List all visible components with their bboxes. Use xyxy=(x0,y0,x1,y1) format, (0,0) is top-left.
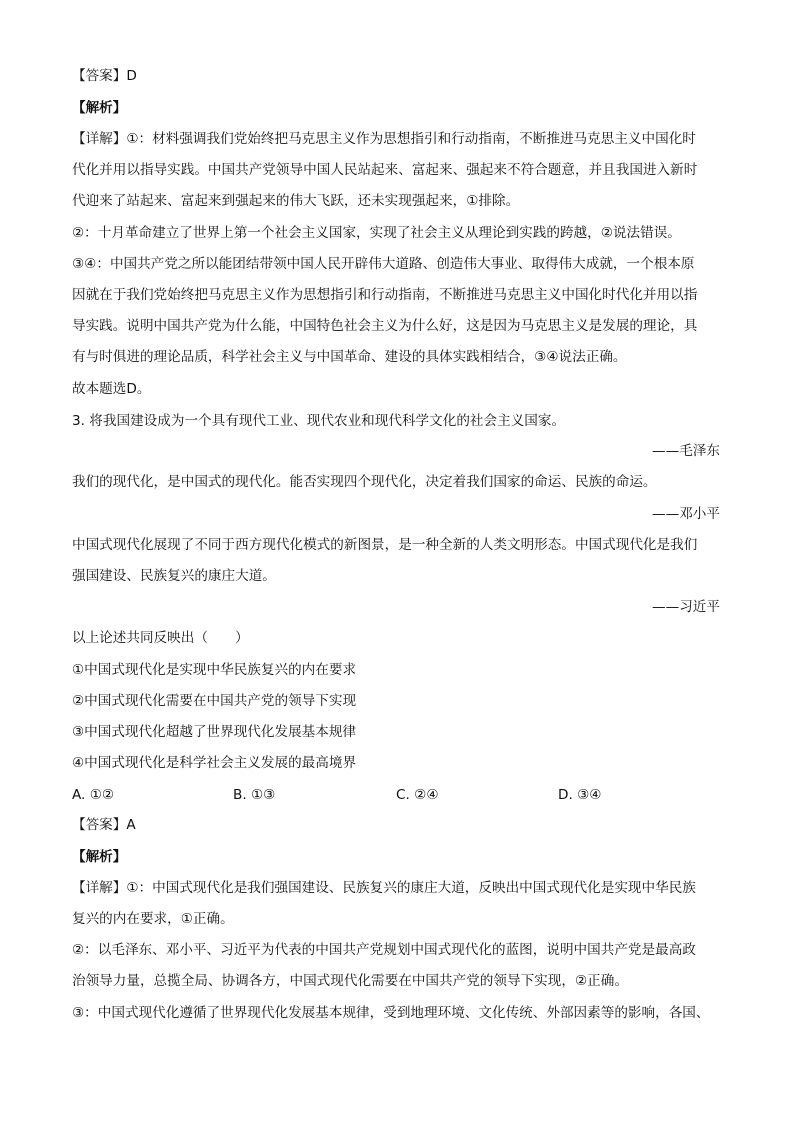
q2-detail-line: 导实践。说明中国共产党为什么能，中国特色社会主义为什么好，这是因为马克思主义是发展的理论，具 xyxy=(72,318,698,334)
q3-quote-xi-line1: 中国式现代化展现了不同于西方现代化模式的新图景，是一种全新的人类文明形态。中国式现代化是我们 xyxy=(72,537,698,553)
q2-answer-line: 【答案】D xyxy=(72,68,137,84)
q3-option-c: C. ②④ xyxy=(396,787,439,803)
q3-option-d: D. ③④ xyxy=(558,787,602,803)
q2-detail-line: 有与时俱进的理论品质，科学社会主义与中国革命、建设的具体实践相结合，③④说法正确。 xyxy=(72,349,627,365)
q2-detail-line: 【详解】①：材料强调我们党始终把马克思主义作为思想指引和行动指南，不断推进马克思主义中国化时 xyxy=(72,131,696,147)
q3-detail-line: 复兴的内在要求，①正确。 xyxy=(72,911,234,927)
q3-answer-line: 【答案】A xyxy=(72,817,136,833)
q2-detail-line: 代化并用以指导实践。中国共产党领导中国人民站起来、富起来、强起来不符合题意，并且我国进入新时 xyxy=(72,162,698,178)
q3-option-a: A. ①② xyxy=(72,787,115,803)
q3-attribution-xi: ——习近平 xyxy=(652,599,720,615)
q3-attribution-mao: ——毛泽东 xyxy=(652,443,720,459)
q3-quote-deng: 我们的现代化，是中国式的现代化。能否实现四个现代化，决定着我们国家的命运、民族的命运。 xyxy=(72,474,657,490)
q2-detail-line: 代迎来了站起来、富起来到强起来的伟大飞跃，还未实现强起来，①排除。 xyxy=(72,193,520,209)
q3-statement-3: ③中国式现代化超越了世界现代化发展基本规律 xyxy=(72,724,357,740)
q3-detail-line: 治领导力量，总揽全局、协调各方，中国式现代化需要在中国共产党的领导下实现，②正确。 xyxy=(72,973,628,989)
q2-detail-line: ②：十月革命建立了世界上第一个社会主义国家，实现了社会主义从理论到实践的跨越，②说法错误。 xyxy=(72,225,681,241)
q3-option-b: B. ①③ xyxy=(233,787,276,803)
q3-attribution-deng: ——邓小平 xyxy=(652,506,720,522)
q2-detail-line: ③④：中国共产党之所以能团结带领中国人民开辟伟大道路、创造伟大事业、取得伟大成就，一个根本原 xyxy=(72,256,695,272)
q3-quote-xi-line2: 强国建设、民族复兴的康庄大道。 xyxy=(72,568,276,584)
q3-detail-line: ③：中国式现代化遵循了世界现代化发展基本规律，受到地理环境、文化传统、外部因素等的影响，各国、 xyxy=(72,1005,710,1021)
q2-conclusion: 故本题选D。 xyxy=(72,381,151,397)
q2-analysis-label: 【解析】 xyxy=(72,100,127,116)
q3-statement-4: ④中国式现代化是科学社会主义发展的最高境界 xyxy=(72,755,357,771)
q3-detail-line: ②：以毛泽东、邓小平、习近平为代表的中国共产党规划中国式现代化的蓝图，说明中国共产党是最高政 xyxy=(72,942,696,958)
q3-statement-1: ①中国式现代化是实现中华民族复兴的内在要求 xyxy=(72,662,357,678)
q2-detail-line: 因就在于我们党始终把马克思主义作为思想指引和行动指南，不断推进马克思主义中国化时代化并用以指 xyxy=(72,287,698,303)
q3-stem: 以上论述共同反映出（ ） xyxy=(72,630,249,646)
q3-analysis-label: 【解析】 xyxy=(72,849,127,865)
q3-detail-line: 【详解】①：中国式现代化是我们强国建设、民族复兴的康庄大道，反映出中国式现代化是实现中华民族 xyxy=(72,880,696,896)
q3-quote-mao: 3. 将我国建设成为一个具有现代工业、现代农业和现代科学文化的社会主义国家。 xyxy=(72,413,566,429)
q3-statement-2: ②中国式现代化需要在中国共产党的领导下实现 xyxy=(72,693,357,709)
